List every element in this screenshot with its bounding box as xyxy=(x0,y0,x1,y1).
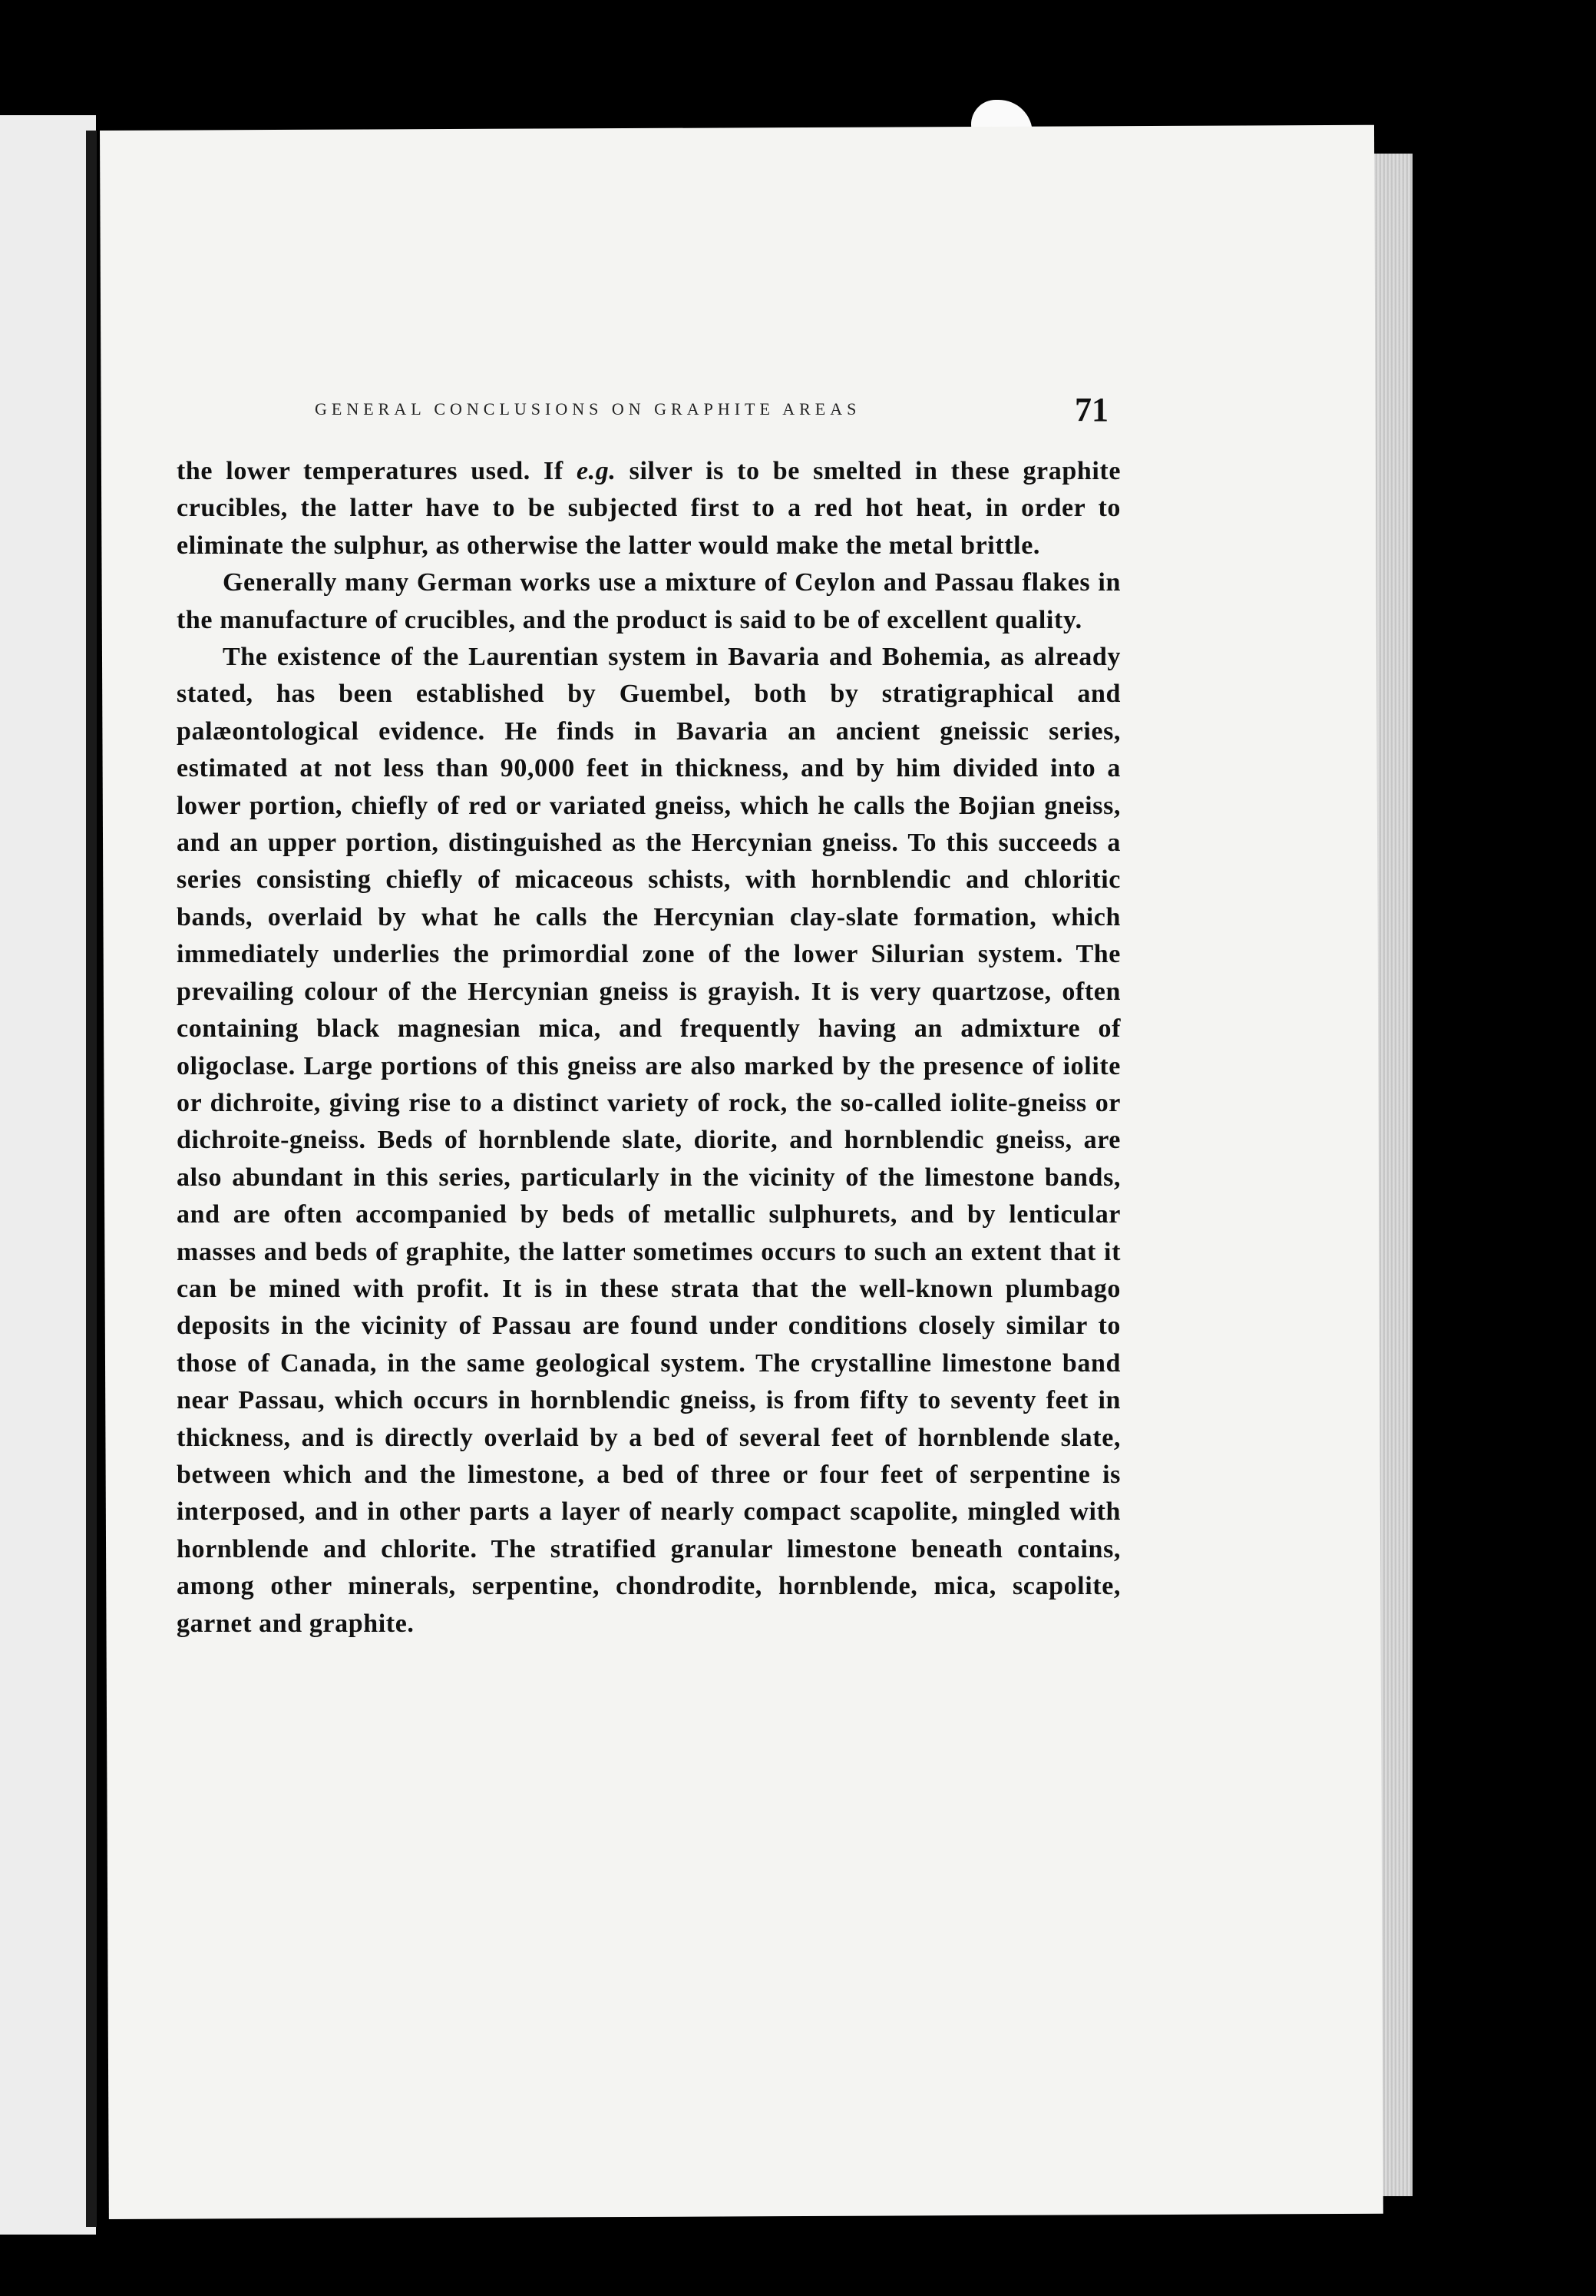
paragraph-1-start: the lower temperatures used. If xyxy=(177,457,577,485)
body-text xyxy=(177,453,1121,1643)
facing-page-edge xyxy=(0,115,96,2235)
paragraph-3: The existence of the Laurentian system in Bavaria and Bohemia, as already stated, has been established by Guembel, both by stratigraphical and palæontological evidence. He finds in Bavaria an ancient gneissic series, estimated at not less than 90,000 feet in thickness, and by him divided into a lower portion, chiefly of red or variated gneiss, which he calls the Bojian gneiss, and an upper portion, distinguished as the Hercynian gneiss. To this succeeds a series consisting chiefly of micaceous schists, with hornblendic and chloritic bands, overlaid by what he calls the Hercynian clay-slate formation, which immediately underlies the primordial zone of the lower Silurian system. The prevailing colour of the Hercynian gneiss is grayish. It is very quartzose, often containing black magnesian mica, and frequently having an admixture of oligoclase. Large portions of this gneiss are also marked by the presence of iolite or dichroite, giving rise to a distinct variety of rock, the so-called iolite-gneiss or dichroite-gneiss. Beds of hornblende slate, diorite, and hornblendic gneiss, are also abundant in this series, particularly in the vicinity of the limestone bands, and are often accompanied by beds of metallic sulphurets, and by lenticular masses and beds of graphite, the latter sometimes occurs to such an extent that it can be mined with profit. It is in these strata that the well-known plumbago deposits in the vicinity of Passau are found under conditions closely similar to those of Canada, in the same geological system. The crystalline limestone band near Passau, which occurs in hornblendic gneiss, is from fifty to seventy feet in thickness, and is directly overlaid by a bed of several feet of hornblende slate, between which and the limestone, a bed of three or four feet of serpentine is interposed, and in other parts a layer of nearly compact scapolite, mingled with hornblende and chlorite. The stratified granular limestone beneath contains, among other minerals, serpentine, chondrodite, hornblende, mica, scapolite, garnet and graphite. xyxy=(177,643,1121,1638)
paragraph-2: Generally many German works use a mixture of Ceylon and Passau flakes in the manufacture of crucibles, and the product is said to be of excellent quality. xyxy=(177,568,1121,634)
paragraph-1 xyxy=(177,453,1121,564)
running-header: GENERAL CONCLUSIONS ON GRAPHITE AREAS xyxy=(315,399,861,419)
paragraph-1-italic: e.g. xyxy=(576,457,616,485)
paragraph-1-end: silver is to be smelted in these graphite crucibles, the latter have to be subjected first to a red hot heat, in order to eliminate the sulphur, as otherwise the latter would make the metal brittle. xyxy=(177,457,1122,560)
page-number: 71 xyxy=(1075,391,1109,428)
book-spine-shadow xyxy=(86,131,97,2227)
